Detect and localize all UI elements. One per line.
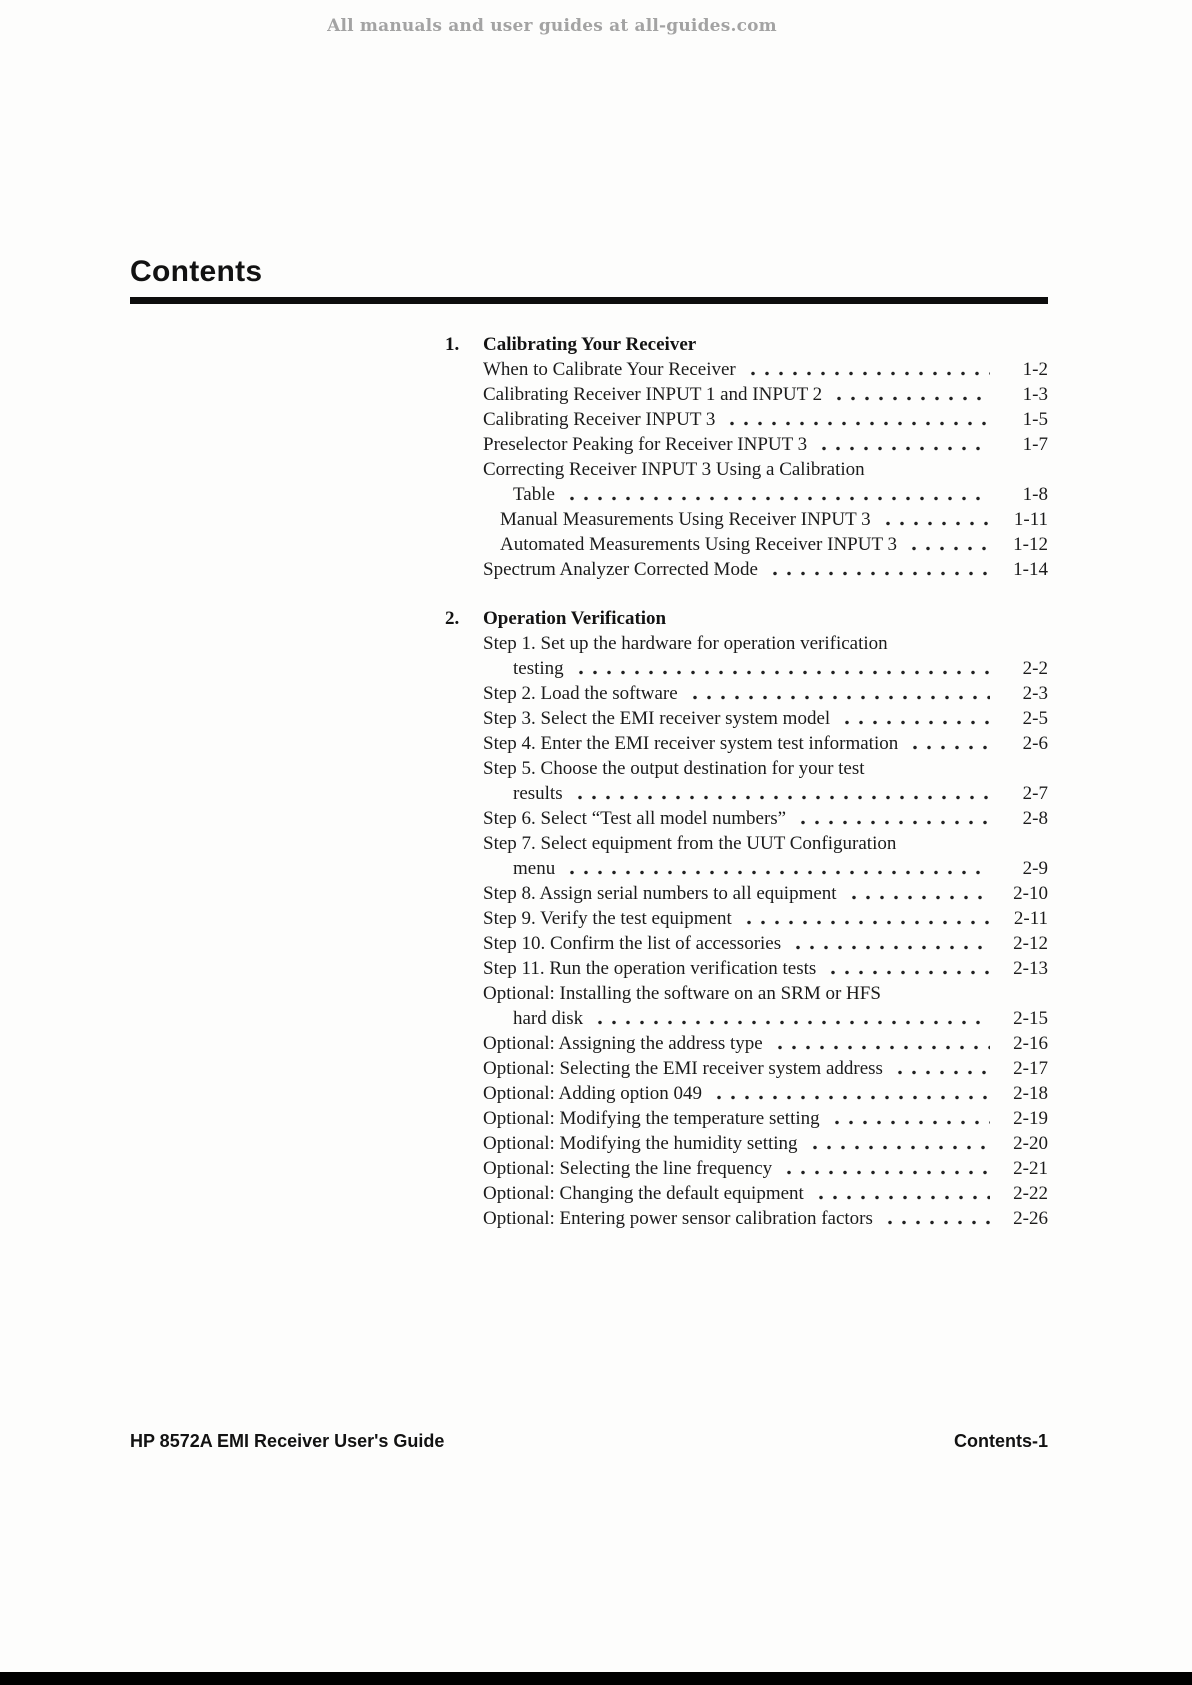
dot-leader xyxy=(572,656,990,681)
entry-text: menu xyxy=(513,858,556,879)
dot-leader xyxy=(794,806,990,831)
page-number: 2-16 xyxy=(1013,1033,1048,1054)
dot-leader xyxy=(766,557,990,582)
entry-text: Optional: Selecting the line frequency xyxy=(483,1158,773,1179)
toc-entry xyxy=(483,931,1048,956)
toc-entry xyxy=(483,1056,1048,1081)
page-number: 1-3 xyxy=(1022,384,1048,405)
page-number: 2-11 xyxy=(1013,908,1048,929)
dot-leader xyxy=(806,1131,990,1156)
entry-text: Step 3. Select the EMI receiver system model xyxy=(483,708,831,729)
entry-text: Step 8. Assign serial numbers to all equipment xyxy=(483,883,837,904)
dot-leader xyxy=(563,856,990,881)
toc-entry xyxy=(483,1131,1048,1156)
entry-text: Step 5. Choose the output destination for your test xyxy=(483,758,865,779)
page-footer xyxy=(130,1431,1048,1452)
page-number: 2-5 xyxy=(1022,708,1048,729)
toc-entry xyxy=(483,656,1048,681)
entry-text: Optional: Modifying the humidity setting xyxy=(483,1133,798,1154)
toc-entry xyxy=(483,731,1048,756)
dot-leader xyxy=(723,407,990,432)
page-number: 2-7 xyxy=(1022,783,1048,804)
entry-text: Spectrum Analyzer Corrected Mode xyxy=(483,559,758,580)
page-number: 2-18 xyxy=(1013,1083,1048,1104)
page-number: 1-11 xyxy=(1013,509,1048,530)
entry-text: Optional: Entering power sensor calibration factors xyxy=(483,1208,873,1229)
page-number: 2-13 xyxy=(1013,958,1048,979)
dot-leader xyxy=(686,681,990,706)
page-number: 2-20 xyxy=(1013,1133,1048,1154)
toc-entry xyxy=(483,831,1048,856)
dot-leader xyxy=(744,357,990,382)
section-title: Calibrating Your Receiver xyxy=(483,334,697,355)
toc-entry xyxy=(483,532,1048,557)
toc-entry xyxy=(483,956,1048,981)
entry-text: testing xyxy=(513,658,564,679)
dot-leader xyxy=(563,482,990,507)
toc-section xyxy=(445,606,1048,1231)
dot-leader xyxy=(710,1081,990,1106)
entry-text: Step 11. Run the operation verification tests xyxy=(483,958,817,979)
toc-entry xyxy=(483,482,1048,507)
toc-entry xyxy=(483,507,1048,532)
toc-entry xyxy=(483,906,1048,931)
page-title: Contents xyxy=(130,255,263,288)
toc-entry xyxy=(483,557,1048,582)
toc-entry xyxy=(483,1106,1048,1131)
dot-leader xyxy=(780,1156,990,1181)
entry-text: Optional: Changing the default equipment xyxy=(483,1183,804,1204)
entry-text: Calibrating Receiver INPUT 1 and INPUT 2 xyxy=(483,384,823,405)
scan-edge-bar xyxy=(0,1672,1192,1685)
toc xyxy=(445,332,1048,1231)
entry-text: Step 1. Set up the hardware for operation verification xyxy=(483,633,888,654)
toc-entry xyxy=(483,1206,1048,1231)
section-number: 2. xyxy=(445,608,460,629)
page-number: 2-22 xyxy=(1013,1183,1048,1204)
entry-text: Table xyxy=(513,484,555,505)
entry-text: Calibrating Receiver INPUT 3 xyxy=(483,409,716,430)
toc-entry xyxy=(483,681,1048,706)
entry-text: Preselector Peaking for Receiver INPUT 3 xyxy=(483,434,808,455)
entry-text: Optional: Installing the software on an SRM or HFS xyxy=(483,983,881,1004)
dot-leader xyxy=(905,532,990,557)
section-heading xyxy=(445,332,1048,357)
toc-entry xyxy=(483,357,1048,382)
section-number: 1. xyxy=(445,334,460,355)
dot-leader xyxy=(771,1031,990,1056)
toc-entry xyxy=(483,1156,1048,1181)
toc-entry xyxy=(483,756,1048,781)
section-heading xyxy=(445,606,1048,631)
dot-leader xyxy=(906,731,990,756)
entry-text: When to Calibrate Your Receiver xyxy=(483,359,736,380)
entry-text: Optional: Selecting the EMI receiver system address xyxy=(483,1058,883,1079)
dot-leader xyxy=(812,1181,990,1206)
page-number: 2-21 xyxy=(1013,1158,1048,1179)
entry-text: Automated Measurements Using Receiver INPUT 3 xyxy=(500,534,897,555)
dot-leader xyxy=(828,1106,990,1131)
section-entries xyxy=(445,357,1048,582)
footer-document-title: HP 8572A EMI Receiver User's Guide xyxy=(130,1431,445,1451)
entry-text: results xyxy=(513,783,563,804)
entry-text: Step 4. Enter the EMI receiver system test information xyxy=(483,733,899,754)
page-number: 1-7 xyxy=(1022,434,1048,455)
entry-text: Step 2. Load the software xyxy=(483,683,678,704)
page-number: 2-6 xyxy=(1022,733,1048,754)
toc-entry xyxy=(483,781,1048,806)
entry-text: Step 7. Select equipment from the UUT Configuration xyxy=(483,833,897,854)
page-number: 2-19 xyxy=(1013,1108,1048,1129)
dot-leader xyxy=(879,507,990,532)
entry-text: Step 10. Confirm the list of accessories xyxy=(483,933,782,954)
page-number: 2-3 xyxy=(1022,683,1048,704)
dot-leader xyxy=(591,1006,990,1031)
dot-leader xyxy=(740,906,990,931)
dot-leader xyxy=(838,706,990,731)
toc-entry xyxy=(483,806,1048,831)
toc-entry xyxy=(483,1181,1048,1206)
dot-leader xyxy=(824,956,990,981)
toc-entry xyxy=(483,856,1048,881)
page-number: 2-2 xyxy=(1022,658,1048,679)
footer-page-label: Contents-1 xyxy=(954,1431,1048,1451)
entry-text: Optional: Assigning the address type xyxy=(483,1033,763,1054)
page-number: 1-12 xyxy=(1013,534,1048,555)
dot-leader xyxy=(845,881,990,906)
entry-text: Correcting Receiver INPUT 3 Using a Calibration xyxy=(483,459,865,480)
toc-section xyxy=(445,332,1048,582)
section-entries xyxy=(445,631,1048,1231)
dot-leader xyxy=(881,1206,990,1231)
toc-entry xyxy=(483,706,1048,731)
toc-entry xyxy=(483,881,1048,906)
dot-leader xyxy=(571,781,990,806)
toc-entry xyxy=(483,382,1048,407)
dot-leader xyxy=(815,432,990,457)
toc-entry xyxy=(483,432,1048,457)
page-number: 1-5 xyxy=(1022,409,1048,430)
page-number: 1-8 xyxy=(1022,484,1048,505)
page-number: 1-2 xyxy=(1022,359,1048,380)
page-number: 1-14 xyxy=(1013,559,1048,580)
dot-leader xyxy=(830,382,990,407)
page-number: 2-15 xyxy=(1013,1008,1048,1029)
entry-text: hard disk xyxy=(513,1008,584,1029)
title-rule xyxy=(130,297,1048,304)
page-number: 2-9 xyxy=(1022,858,1048,879)
page-number: 2-8 xyxy=(1022,808,1048,829)
toc-entry xyxy=(483,1031,1048,1056)
page-number: 2-12 xyxy=(1013,933,1048,954)
toc-entry xyxy=(483,631,1048,656)
page-number: 2-26 xyxy=(1013,1208,1048,1229)
dot-leader xyxy=(789,931,990,956)
watermark-text: All manuals and user guides at all-guides.com xyxy=(327,16,777,36)
entry-text: Step 6. Select “Test all model numbers” xyxy=(483,808,787,829)
entry-text: Manual Measurements Using Receiver INPUT 3 xyxy=(500,509,871,530)
toc-entry xyxy=(483,457,1048,482)
toc-entry xyxy=(483,981,1048,1006)
toc-entry xyxy=(483,407,1048,432)
page-number: 2-10 xyxy=(1013,883,1048,904)
page-number: 2-17 xyxy=(1013,1058,1048,1079)
entry-text: Step 9. Verify the test equipment xyxy=(483,908,732,929)
entry-text: Optional: Adding option 049 xyxy=(483,1083,703,1104)
entry-text: Optional: Modifying the temperature setting xyxy=(483,1108,820,1129)
dot-leader xyxy=(891,1056,990,1081)
toc-entry xyxy=(483,1006,1048,1031)
toc-entry xyxy=(483,1081,1048,1106)
section-title: Operation Verification xyxy=(483,608,667,629)
